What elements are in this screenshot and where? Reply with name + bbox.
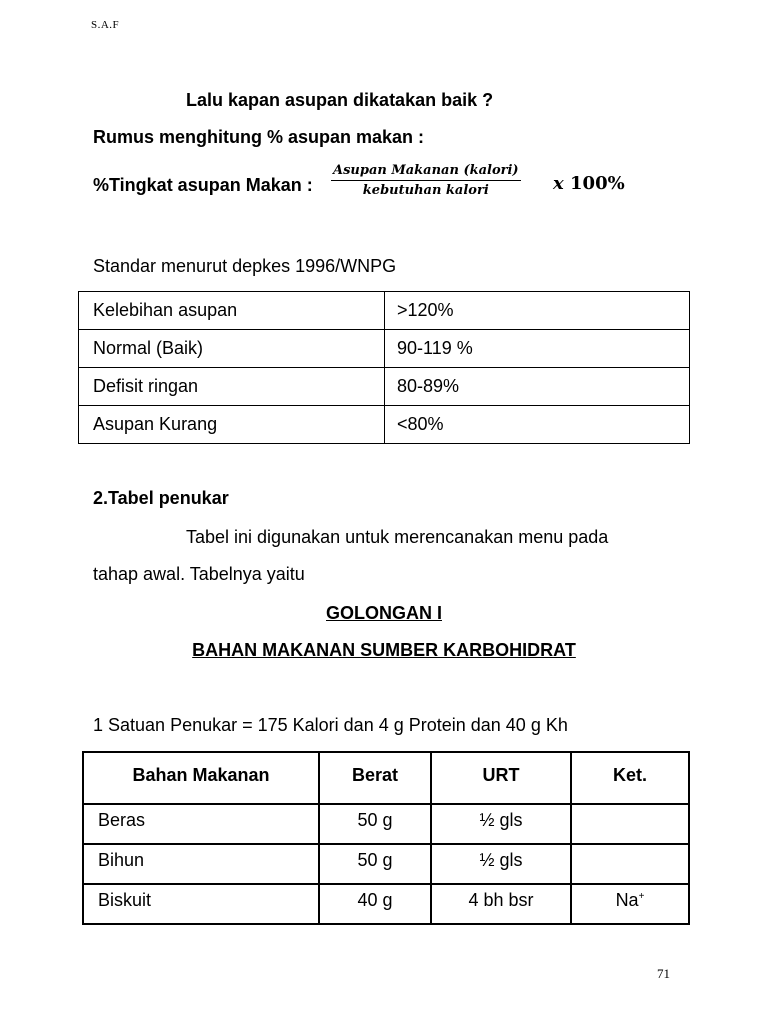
standard-value: <80% — [385, 406, 690, 444]
standard-caption: Standar menurut depkes 1996/WNPG — [93, 256, 397, 276]
food-note — [571, 844, 689, 884]
standard-label: Normal (Baik) — [79, 330, 385, 368]
food-weight: 40 g — [319, 884, 431, 924]
table-row — [79, 292, 690, 330]
standard-value: 90-119 % — [385, 330, 690, 368]
table-row — [83, 804, 689, 844]
exchange-table — [82, 751, 690, 925]
food-urt: ½ gls — [431, 804, 571, 844]
question-heading: Lalu kapan asupan dikatakan baik ? — [186, 90, 494, 110]
paragraph-line-2: tahap awal. Tabelnya yaitu — [93, 564, 305, 584]
note-text: Na — [615, 890, 639, 910]
standard-label: Asupan Kurang — [79, 406, 385, 444]
column-header: URT — [431, 752, 571, 804]
formula-fraction — [331, 163, 521, 198]
table-row — [79, 368, 690, 406]
food-name: Biskuit — [83, 884, 319, 924]
food-weight: 50 g — [319, 804, 431, 844]
food-weight: 50 g — [319, 844, 431, 884]
table-row — [79, 406, 690, 444]
table-header-row — [83, 752, 689, 804]
times-symbol: x — [553, 173, 564, 194]
group-subtitle: BAHAN MAKANAN SUMBER KARBOHIDRAT — [192, 640, 576, 660]
table-row — [83, 844, 689, 884]
formula-heading: Rumus menghitung % asupan makan : — [93, 127, 425, 147]
standard-label: Kelebihan asupan — [79, 292, 385, 330]
food-name: Beras — [83, 804, 319, 844]
food-name: Bihun — [83, 844, 319, 884]
column-header: Bahan Makanan — [83, 752, 319, 804]
unit-note: 1 Satuan Penukar = 175 Kalori dan 4 g Protein dan 40 g Kh — [93, 715, 568, 735]
fraction-numerator: Asupan Makanan (kalori) — [331, 163, 521, 181]
standard-value: 80-89% — [385, 368, 690, 406]
header-code: S.A.F — [91, 19, 120, 31]
food-urt: ½ gls — [431, 844, 571, 884]
group-title: GOLONGAN I — [326, 603, 442, 623]
formula-multiplier — [553, 173, 625, 194]
page-number: 71 — [657, 966, 670, 981]
fraction-denominator: kebutuhan kalori — [362, 183, 489, 198]
food-urt: 4 bh bsr — [431, 884, 571, 924]
standard-value: >120% — [385, 292, 690, 330]
section-heading: 2.Tabel penukar — [93, 488, 229, 508]
food-note — [571, 804, 689, 844]
paragraph-line-1: Tabel ini digunakan untuk merencanakan menu pada — [186, 527, 609, 547]
standard-label: Defisit ringan — [79, 368, 385, 406]
standard-table — [78, 291, 690, 444]
column-header: Berat — [319, 752, 431, 804]
times-value: 100% — [570, 173, 625, 194]
column-header: Ket. — [571, 752, 689, 804]
formula-label: %Tingkat asupan Makan : — [93, 175, 313, 195]
food-note — [571, 884, 689, 924]
note-superscript: + — [638, 891, 645, 902]
table-row — [79, 330, 690, 368]
table-row — [83, 884, 689, 924]
